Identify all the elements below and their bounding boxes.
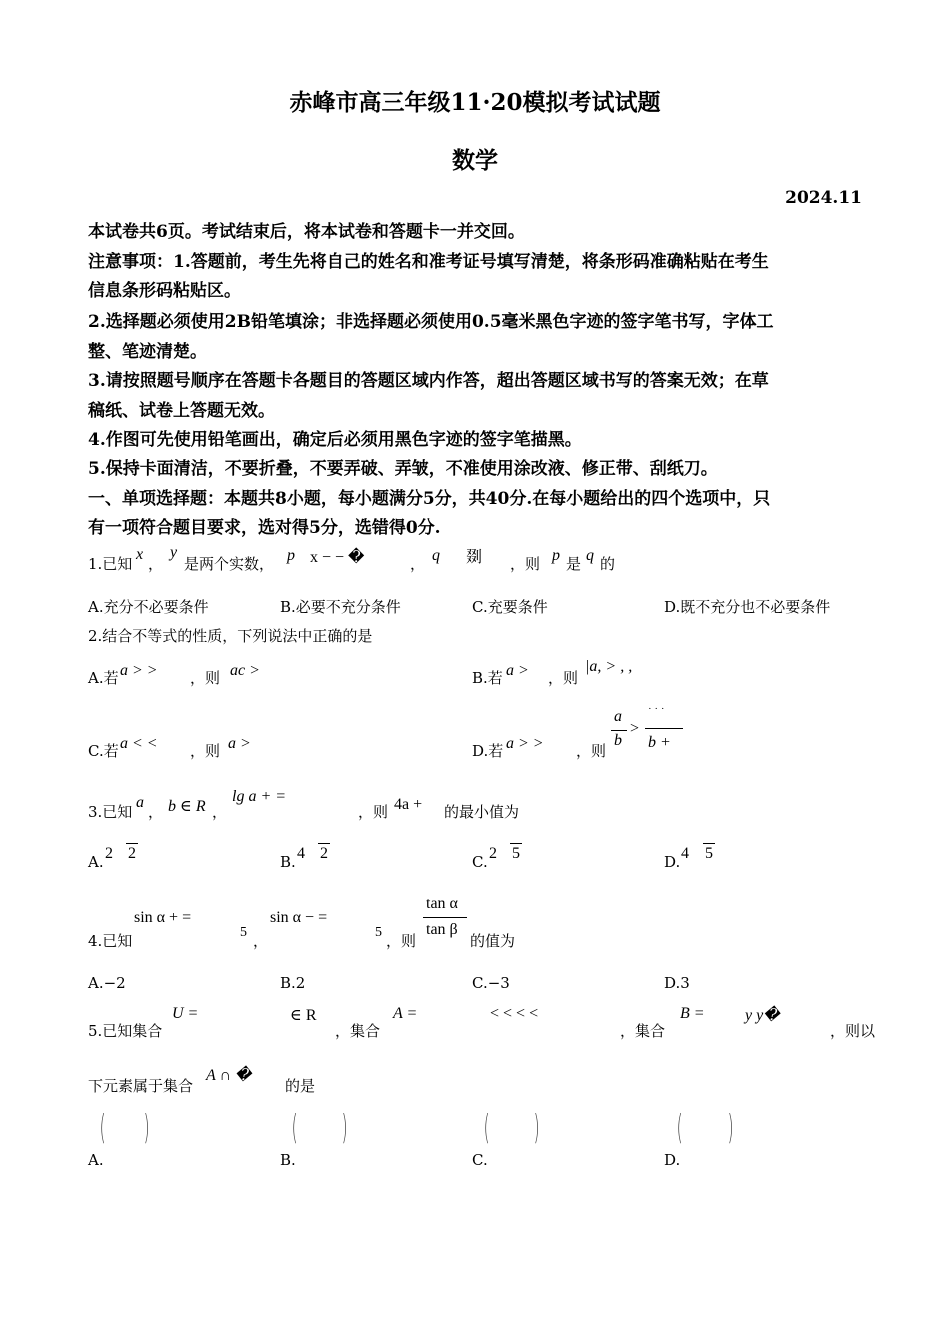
q1-option-d: D.既不充分也不必要条件 <box>664 598 831 616</box>
instruction-line: 5.保持卡面清洁，不要折叠，不要弄破、弄皱，不准使用涂改液、修正带、刮纸刀。 <box>88 459 718 479</box>
q1-var-q: q <box>586 547 594 564</box>
q5-math: A = <box>393 1005 418 1022</box>
q3-option-c: C. <box>472 853 488 871</box>
q3-radicand: 2 <box>320 845 328 862</box>
right-paren: ) <box>143 1108 150 1148</box>
q1-var-y: y <box>170 544 178 561</box>
right-paren: ) <box>533 1108 540 1148</box>
q2-math: a > <box>506 662 529 679</box>
q1-var-q: q <box>432 547 440 564</box>
q3-value: 2 <box>105 845 113 862</box>
q3-option-a: A. <box>88 853 104 871</box>
q5-math: U = <box>172 1005 199 1022</box>
q2-option-d: D.若 <box>472 742 504 760</box>
q3-text: ， <box>148 803 164 821</box>
q3-var-a: a <box>136 794 144 811</box>
q5-text: ，集合 <box>335 1022 381 1040</box>
q2-text: ，则 <box>190 742 221 760</box>
section-heading: 一、单项选择题：本题共8小题，每小题满分5分，共40分.在每小题给出的四个选项中，只 <box>88 489 771 509</box>
q5-math: ∈ R <box>290 1007 317 1024</box>
q2-option-b: B.若 <box>472 669 503 687</box>
q5-text: ，集合 <box>620 1022 666 1040</box>
q2-math: a > > <box>120 662 158 679</box>
q2-math: a > > <box>506 735 544 752</box>
subject-title: 数学 <box>452 147 498 174</box>
q4-option-d: D.3 <box>664 974 690 992</box>
q4-math: sin α − = <box>270 909 328 926</box>
exam-date: 2024.11 <box>785 188 862 208</box>
q4-math: sin α + = <box>134 909 192 926</box>
q1-var-x: x <box>136 546 144 563</box>
q1-text: ， <box>148 555 164 573</box>
instruction-line: 2.选择题必须使用2B铅笔填涂；非选择题必须使用0.5毫米黑色字迹的签字笔书写，字体工 <box>88 312 774 332</box>
instruction-line: 4.作图可先使用铅笔画出，确定后必须用黑色字迹的签字笔描黑。 <box>88 430 582 450</box>
q3-text: ， <box>212 803 228 821</box>
q2-math: a < < <box>120 735 158 752</box>
q1-q-expression: 剟 <box>466 549 483 566</box>
q3-option-d: D. <box>664 853 681 871</box>
q1-var-p: p <box>287 547 295 564</box>
q5-math: A ∩ � <box>206 1067 252 1084</box>
q3-text: ，则 <box>358 803 389 821</box>
q2-option-c: C.若 <box>88 742 119 760</box>
q5-text: ，则以 <box>830 1022 876 1040</box>
q2-math: a > <box>228 735 251 752</box>
fraction-bar <box>611 730 627 731</box>
q4-text: ，则 <box>386 932 417 950</box>
fraction-bar <box>423 917 467 918</box>
q5-option-d: D. <box>664 1151 681 1169</box>
q3-radicand: 2 <box>128 845 136 862</box>
q1-text: ，则 <box>510 555 541 573</box>
q4-fraction-den: tan β <box>426 921 458 938</box>
q1-text: 是 <box>566 555 582 573</box>
q2-fraction-den: b <box>614 732 622 749</box>
q3-math: 4a + <box>394 796 423 813</box>
q4-fraction-num: tan α <box>426 895 458 912</box>
instruction-line: 整、笔迹清楚。 <box>88 342 207 362</box>
instruction-line: 稿纸、试卷上答题无效。 <box>88 401 275 421</box>
q3-value: 4 <box>297 845 305 862</box>
q1-text: ， <box>410 555 426 573</box>
q3-radicand: 5 <box>705 845 713 862</box>
sqrt-bar <box>126 843 138 844</box>
q4-text: 的值为 <box>470 932 516 950</box>
fraction-bar <box>645 728 683 729</box>
q4-math: 5 <box>240 925 247 940</box>
q5-stem: 5.已知集合 <box>88 1022 163 1040</box>
q5-math: y y� <box>745 1007 780 1024</box>
q3-value: 2 <box>489 845 497 862</box>
q1-text: 的 <box>600 555 616 573</box>
q1-option-a: A.充分不必要条件 <box>88 598 209 616</box>
left-paren: ( <box>483 1108 490 1148</box>
q2-stem: 2.结合不等式的性质，下列说法中正确的是 <box>88 627 373 645</box>
q2-math: |a, > , , <box>585 658 633 675</box>
q1-p-expression: x − − � <box>310 549 365 566</box>
q2-text: ，则 <box>576 742 607 760</box>
q4-math: 5 <box>375 925 382 940</box>
q2-fraction-num: a <box>614 708 622 725</box>
page-title: 赤峰市高三年级11·20模拟考试试题 <box>289 89 661 116</box>
q1-option-c: C.充要条件 <box>472 598 548 616</box>
q5-text: 下元素属于集合 <box>88 1077 194 1095</box>
q2-math: ac > <box>230 662 260 679</box>
instruction-line: 信息条形码粘贴区。 <box>88 281 241 301</box>
q5-option-b: B. <box>280 1151 296 1169</box>
q2-option-a: A.若 <box>88 669 119 687</box>
q3-math: b ∈ R <box>168 798 206 815</box>
sqrt-bar <box>510 843 522 844</box>
q4-stem: 4.已知 <box>88 932 133 950</box>
left-paren: ( <box>291 1108 298 1148</box>
section-heading: 有一项符合题目要求，选对得5分，选错得0分. <box>88 518 441 538</box>
q3-option-b: B. <box>280 853 296 871</box>
instruction-line: 本试卷共6页。考试结束后，将本试卷和答题卡一并交回。 <box>88 222 525 242</box>
q2-text: ，则 <box>190 669 221 687</box>
q1-text: 是两个实数， <box>184 555 275 573</box>
q1-option-b: B.必要不充分条件 <box>280 598 401 616</box>
q4-option-a: A.−2 <box>88 974 126 992</box>
q5-option-a: A. <box>88 1151 104 1169</box>
q2-text: ，则 <box>548 669 579 687</box>
q5-text: 的是 <box>285 1077 316 1095</box>
q3-math: lg a + = <box>232 788 287 805</box>
q3-text: 的最小值为 <box>444 803 520 821</box>
q2-math: > <box>630 720 640 737</box>
right-paren: ) <box>341 1108 348 1148</box>
q2-fraction-den: b + <box>648 734 671 751</box>
right-paren: ) <box>727 1108 734 1148</box>
q4-text: ， <box>253 932 269 950</box>
q5-option-c: C. <box>472 1151 488 1169</box>
q1-var-p: p <box>552 547 560 564</box>
q3-stem: 3.已知 <box>88 803 133 821</box>
q3-value: 4 <box>681 845 689 862</box>
left-paren: ( <box>99 1108 106 1148</box>
q4-option-c: C.−3 <box>472 974 510 992</box>
left-paren: ( <box>676 1108 683 1148</box>
sqrt-bar <box>703 843 715 844</box>
instruction-line: 注意事项：1.答题前，考生先将自己的姓名和准考证号填写清楚，将条形码准确粘贴在考生 <box>88 252 769 272</box>
q5-math: B = <box>680 1005 705 1022</box>
instruction-line: 3.请按照题号顺序在答题卡各题目的答题区域内作答，超出答题区域书写的答案无效；在草 <box>88 371 769 391</box>
q3-radicand: 5 <box>512 845 520 862</box>
q5-math: < < < < <box>490 1005 539 1022</box>
q1-stem: 1.已知 <box>88 555 133 573</box>
sqrt-bar <box>318 843 330 844</box>
q2-fraction-num: ˙ ˙ ˙ <box>648 706 665 718</box>
q4-option-b: B.2 <box>280 974 306 992</box>
